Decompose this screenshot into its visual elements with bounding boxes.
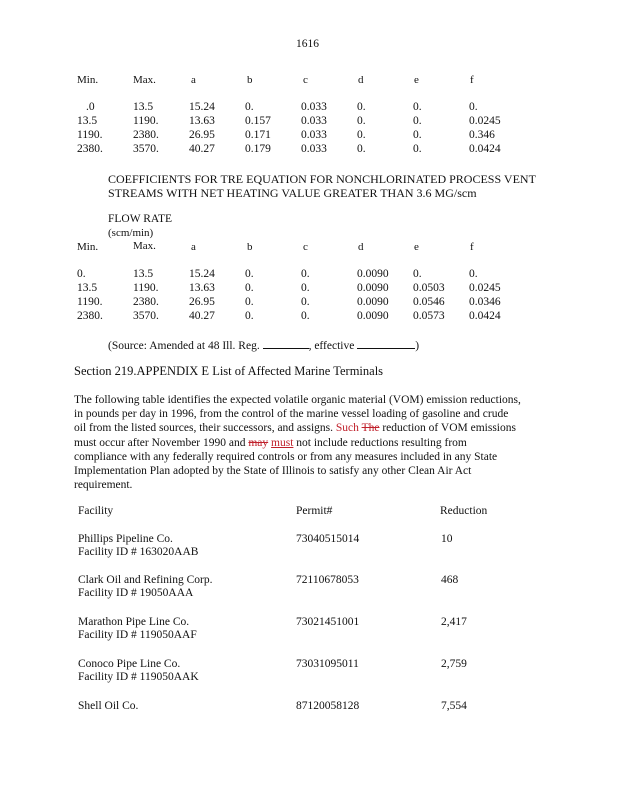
source-register-blank	[263, 338, 309, 349]
facility-id: Facility ID # 119050AAK	[78, 671, 199, 683]
paragraph-text: oil from the listed sources, their successors, and assigns.	[74, 422, 336, 435]
table-cell: 0.0503	[413, 282, 445, 294]
table-cell: 15.24	[189, 268, 215, 280]
paragraph-line	[74, 436, 544, 450]
table-cell: 2380.	[77, 143, 103, 155]
paragraph-line: Implementation Plan adopted by the State of Illinois to satisfy any other Clean Air Act	[74, 465, 472, 478]
table-cell: 0.033	[301, 115, 327, 127]
table-cell: 0.0424	[469, 143, 501, 155]
reduction-cell: 10	[441, 533, 453, 545]
source-effective-blank	[357, 338, 415, 349]
table-cell: 0.	[77, 268, 86, 280]
facility-name: Shell Oil Co.	[78, 700, 139, 712]
facility-cell	[78, 574, 212, 600]
facility-id: Facility ID # 163020AAB	[78, 546, 199, 558]
table2-heading-line1: COEFFICIENTS FOR TRE EQUATION FOR NONCHLORINATED PROCESS VENT	[108, 172, 536, 186]
table2-header-a: a	[191, 241, 196, 253]
facility-name: Phillips Pipeline Co.	[78, 533, 173, 545]
table-cell: 0.157	[245, 115, 271, 127]
deleted-text-may: may	[248, 436, 269, 449]
table-cell: 0.	[301, 268, 310, 280]
table-cell: 0.	[245, 268, 254, 280]
table-cell: 1190.	[77, 129, 103, 141]
source-effective: , effective	[308, 340, 355, 352]
reduction-cell: 7,554	[441, 700, 467, 712]
permit-cell: 73031095011	[296, 658, 359, 670]
table-cell: 0.0245	[469, 115, 501, 127]
intro-paragraph	[74, 393, 544, 492]
table-cell: 26.95	[189, 296, 215, 308]
table-cell: 0.	[357, 101, 366, 113]
permit-cell: 72110678053	[296, 574, 359, 586]
facility-cell	[78, 700, 138, 713]
permit-cell: 87120058128	[296, 700, 360, 712]
table-cell: 0.179	[245, 143, 271, 155]
table2-header-max: Max.	[133, 240, 156, 252]
source-suffix: )	[415, 340, 420, 352]
table-cell: 0.033	[301, 143, 327, 155]
table-cell: 13.5	[133, 268, 154, 280]
table-cell: 0.033	[301, 101, 327, 113]
table-cell: 0.0090	[357, 310, 389, 322]
table-cell: 1190.	[133, 115, 159, 127]
table-cell: 0.	[245, 310, 254, 322]
facility-id: Facility ID # 119050AAF	[78, 629, 197, 641]
permit-column-header: Permit#	[296, 505, 333, 517]
table2-header-min: Min.	[77, 241, 99, 253]
table-cell: 1190.	[77, 296, 103, 308]
facility-name: Clark Oil and Refining Corp.	[78, 574, 213, 586]
table-cell: 0.	[413, 129, 422, 141]
table-cell: 2380.	[77, 310, 103, 322]
table-cell: 13.5	[77, 282, 98, 294]
table-cell: 3570.	[133, 310, 159, 322]
section-title: Section 219.APPENDIX E List of Affected Marine Terminals	[74, 364, 384, 378]
paragraph-line	[74, 421, 544, 435]
table-cell: 2380.	[133, 296, 159, 308]
table-cell: 13.63	[189, 282, 215, 294]
table-cell: 40.27	[189, 310, 215, 322]
table-cell: 0.	[245, 296, 254, 308]
table-cell: 40.27	[189, 143, 215, 155]
reduction-cell: 2,759	[441, 658, 467, 670]
table1-header-max: Max.	[133, 74, 156, 86]
table1-header-b: b	[247, 74, 253, 86]
table1-header-min: Min.	[77, 74, 99, 86]
table-cell: 0.	[357, 129, 366, 141]
table-cell: 0.0245	[469, 282, 501, 294]
source-line	[108, 338, 419, 353]
table1-header-d: d	[358, 74, 364, 86]
table-cell: 26.95	[189, 129, 215, 141]
facility-cell	[78, 658, 199, 684]
page-number: 1616	[296, 38, 319, 50]
table1-header-e: e	[414, 74, 419, 86]
reduction-cell: 2,417	[441, 616, 467, 628]
table-cell: 3570.	[133, 143, 159, 155]
table2-header-e: e	[414, 241, 419, 253]
facility-column-header: Facility	[78, 505, 114, 517]
paragraph-line: in pounds per day in 1996, from the control of the marine vessel loading of gasoline and crude	[74, 408, 509, 421]
table-cell: 0.0090	[357, 282, 389, 294]
table-cell: 0.	[413, 101, 422, 113]
table-cell: 1190.	[133, 282, 159, 294]
table2-header-c: c	[303, 241, 308, 253]
table-cell: 13.5	[133, 101, 154, 113]
table-cell: 13.5	[77, 115, 98, 127]
table-cell: 0.0546	[413, 296, 445, 308]
table-cell: 0.0573	[413, 310, 445, 322]
table2-heading-line2: STREAMS WITH NET HEATING VALUE GREATER THAN 3.6 MG/scm	[108, 186, 477, 200]
table1-header-c: c	[303, 74, 308, 86]
table-cell: 0.	[301, 282, 310, 294]
facility-cell	[78, 533, 198, 559]
paragraph-line: The following table identifies the expected volatile organic material (VOM) emission reductions,	[74, 394, 521, 406]
facility-cell	[78, 616, 197, 642]
table2-header-b: b	[247, 241, 253, 253]
inserted-text-must: must	[271, 436, 294, 449]
table-cell: 15.24	[189, 101, 215, 113]
table-cell: 0.	[245, 282, 254, 294]
table-cell: 0.	[301, 296, 310, 308]
table-cell: 0.0424	[469, 310, 501, 322]
table-cell: 0.0346	[469, 296, 501, 308]
flow-rate-label: FLOW RATE	[108, 213, 172, 225]
facility-name: Conoco Pipe Line Co.	[78, 658, 181, 670]
deleted-text-the: The	[361, 422, 380, 435]
paragraph-line: compliance with any federally required controls or from any measures included in any State	[74, 450, 498, 463]
inserted-text-such: Such	[335, 422, 359, 435]
flow-rate-unit: (scm/min)	[108, 227, 154, 239]
table-cell: .0	[86, 101, 95, 113]
paragraph-line: requirement.	[74, 479, 133, 492]
facility-id: Facility ID # 19050AAA	[78, 587, 194, 599]
reduction-column-header: Reduction	[440, 505, 488, 517]
reduction-cell: 468	[441, 574, 459, 586]
table-cell: 0.033	[301, 129, 327, 141]
table1-header-a: a	[191, 74, 196, 86]
paragraph-text: must occur after November 1990 and	[74, 436, 249, 449]
table1-header-f: f	[470, 74, 474, 86]
table-cell: 0.	[469, 101, 478, 113]
table-cell: 0.346	[469, 129, 495, 141]
table-cell: 0.	[469, 268, 478, 280]
table-cell: 0.	[357, 143, 366, 155]
table-cell: 0.	[413, 143, 422, 155]
table-cell: 2380.	[133, 129, 159, 141]
table-cell: 0.	[301, 310, 310, 322]
table-cell: 0.	[413, 115, 422, 127]
table-cell: 13.63	[189, 115, 215, 127]
table-cell: 0.171	[245, 129, 271, 141]
table-cell: 0.0090	[357, 268, 389, 280]
table2-header-f: f	[470, 241, 474, 253]
table-cell: 0.0090	[357, 296, 389, 308]
facility-name: Marathon Pipe Line Co.	[78, 616, 190, 628]
permit-cell: 73021451001	[296, 616, 360, 628]
paragraph-text: not include reductions resulting from	[293, 436, 467, 449]
table-cell: 0.	[413, 268, 422, 280]
table-cell: 0.	[357, 115, 366, 127]
paragraph-text: reduction of VOM emissions	[379, 422, 516, 435]
permit-cell: 73040515014	[296, 533, 360, 545]
table-cell: 0.	[245, 101, 254, 113]
source-prefix: (Source: Amended at 48 Ill. Reg.	[108, 340, 260, 352]
table2-header-d: d	[358, 241, 364, 253]
